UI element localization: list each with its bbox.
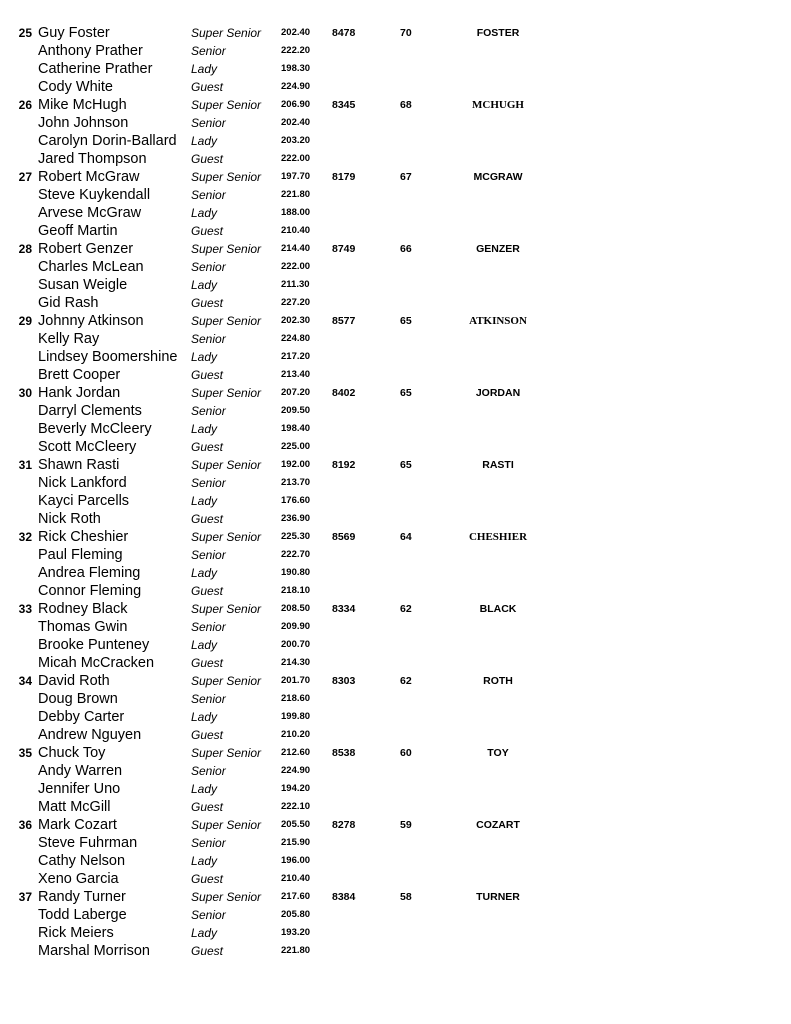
member-row bbox=[0, 240, 791, 258]
team-points: 67 bbox=[400, 171, 412, 183]
player-division: Super Senior bbox=[191, 26, 262, 40]
player-average: 222.00 bbox=[281, 153, 311, 164]
team-rank: 33 bbox=[18, 602, 32, 616]
member-row bbox=[0, 96, 791, 114]
member-row bbox=[0, 762, 791, 780]
player-division: Senior bbox=[191, 404, 226, 418]
player-name: Catherine Prather bbox=[38, 61, 153, 77]
member-row bbox=[0, 852, 791, 870]
player-average: 218.60 bbox=[281, 693, 311, 704]
player-name: David Roth bbox=[38, 673, 110, 689]
member-row bbox=[0, 420, 791, 438]
player-division: Guest bbox=[191, 584, 224, 598]
team-name: MCGRAW bbox=[473, 171, 523, 183]
team-rank: 26 bbox=[18, 98, 32, 112]
team-standings-sheet bbox=[0, 24, 791, 960]
team-total: 8303 bbox=[332, 675, 356, 687]
team-points: 65 bbox=[400, 315, 412, 327]
team-rank: 32 bbox=[18, 530, 32, 544]
player-name: Connor Fleming bbox=[38, 583, 142, 599]
player-name: Geoff Martin bbox=[38, 223, 118, 239]
member-row bbox=[0, 906, 791, 924]
team-rank: 36 bbox=[18, 818, 32, 832]
member-row bbox=[0, 942, 791, 960]
team-points: 58 bbox=[400, 891, 412, 903]
member-row bbox=[0, 528, 791, 546]
player-name: Arvese McGraw bbox=[38, 205, 142, 221]
player-average: 227.20 bbox=[281, 297, 311, 308]
player-division: Guest bbox=[191, 368, 224, 382]
member-row bbox=[0, 708, 791, 726]
player-name: Beverly McCleery bbox=[38, 421, 152, 437]
team-block bbox=[0, 816, 791, 888]
player-average: 188.00 bbox=[281, 207, 311, 218]
player-division: Super Senior bbox=[191, 386, 262, 400]
player-name: Jennifer Uno bbox=[38, 781, 121, 797]
player-average: 203.20 bbox=[281, 135, 311, 146]
team-name: MCHUGH bbox=[472, 99, 524, 111]
player-average: 215.90 bbox=[281, 837, 311, 848]
member-row bbox=[0, 546, 791, 564]
team-total: 8384 bbox=[332, 891, 356, 903]
player-name: Doug Brown bbox=[38, 691, 118, 707]
player-average: 197.70 bbox=[281, 171, 311, 182]
team-name: TURNER bbox=[476, 891, 520, 903]
team-block bbox=[0, 24, 791, 96]
player-division: Super Senior bbox=[191, 530, 262, 544]
player-name: Johnny Atkinson bbox=[38, 313, 144, 329]
team-total: 8334 bbox=[332, 603, 356, 615]
member-row bbox=[0, 690, 791, 708]
team-rank: 31 bbox=[18, 458, 32, 472]
team-block bbox=[0, 384, 791, 456]
member-row bbox=[0, 654, 791, 672]
player-division: Senior bbox=[191, 44, 226, 58]
player-average: 212.60 bbox=[281, 747, 311, 758]
player-division: Lady bbox=[191, 278, 218, 292]
member-row bbox=[0, 186, 791, 204]
player-division: Super Senior bbox=[191, 458, 262, 472]
team-rank: 35 bbox=[18, 746, 32, 760]
player-average: 211.30 bbox=[281, 279, 310, 290]
player-average: 192.00 bbox=[281, 459, 311, 470]
player-average: 225.00 bbox=[281, 441, 311, 452]
player-name: Andy Warren bbox=[38, 763, 123, 779]
player-name: Andrew Nguyen bbox=[38, 727, 142, 743]
team-rank: 25 bbox=[18, 26, 32, 40]
member-row bbox=[0, 150, 791, 168]
player-division: Lady bbox=[191, 134, 218, 148]
player-name: Brett Cooper bbox=[38, 367, 121, 383]
player-average: 209.90 bbox=[281, 621, 311, 632]
player-name: Jared Thompson bbox=[38, 151, 147, 167]
team-rank: 30 bbox=[18, 386, 32, 400]
member-row bbox=[0, 726, 791, 744]
player-average: 214.40 bbox=[281, 243, 311, 254]
player-name: Darryl Clements bbox=[38, 403, 142, 419]
member-row bbox=[0, 312, 791, 330]
member-row bbox=[0, 276, 791, 294]
player-name: Nick Roth bbox=[38, 511, 101, 527]
player-division: Senior bbox=[191, 692, 226, 706]
member-row bbox=[0, 384, 791, 402]
player-average: 205.50 bbox=[281, 819, 311, 830]
team-block bbox=[0, 744, 791, 816]
player-name: Chuck Toy bbox=[38, 745, 106, 761]
player-division: Senior bbox=[191, 548, 226, 562]
member-row bbox=[0, 204, 791, 222]
member-row bbox=[0, 168, 791, 186]
member-row bbox=[0, 816, 791, 834]
member-row bbox=[0, 132, 791, 150]
player-name: Robert Genzer bbox=[38, 241, 134, 257]
member-row bbox=[0, 618, 791, 636]
player-average: 225.30 bbox=[281, 531, 311, 542]
player-name: Kayci Parcells bbox=[38, 493, 130, 509]
player-division: Guest bbox=[191, 440, 224, 454]
player-average: 198.40 bbox=[281, 423, 311, 434]
player-name: Gid Rash bbox=[38, 295, 99, 311]
team-total: 8192 bbox=[332, 459, 356, 471]
member-row bbox=[0, 258, 791, 276]
member-row bbox=[0, 870, 791, 888]
team-total: 8179 bbox=[332, 171, 356, 183]
player-average: 222.70 bbox=[281, 549, 311, 560]
player-average: 217.20 bbox=[281, 351, 311, 362]
player-division: Lady bbox=[191, 638, 218, 652]
player-average: 222.00 bbox=[281, 261, 311, 272]
player-name: Mark Cozart bbox=[38, 817, 117, 833]
player-name: Paul Fleming bbox=[38, 547, 123, 563]
team-total: 8478 bbox=[332, 27, 356, 39]
team-rank: 27 bbox=[18, 170, 32, 184]
player-name: Micah McCracken bbox=[38, 655, 155, 671]
player-name: Lindsey Boomershine bbox=[38, 349, 178, 365]
player-name: Rick Meiers bbox=[38, 925, 114, 941]
player-division: Super Senior bbox=[191, 170, 262, 184]
team-name: TOY bbox=[487, 747, 509, 759]
player-division: Lady bbox=[191, 926, 218, 940]
team-total: 8577 bbox=[332, 315, 356, 327]
member-row bbox=[0, 474, 791, 492]
player-division: Guest bbox=[191, 224, 224, 238]
player-average: 221.80 bbox=[281, 945, 311, 956]
player-average: 200.70 bbox=[281, 639, 311, 650]
team-name: JORDAN bbox=[475, 387, 521, 399]
team-points: 70 bbox=[400, 27, 412, 39]
player-name: Cathy Nelson bbox=[38, 853, 126, 869]
player-division: Lady bbox=[191, 566, 218, 580]
player-average: 209.50 bbox=[281, 405, 311, 416]
member-row bbox=[0, 402, 791, 420]
player-division: Guest bbox=[191, 656, 224, 670]
member-row bbox=[0, 438, 791, 456]
team-block bbox=[0, 528, 791, 600]
player-division: Senior bbox=[191, 836, 226, 850]
player-average: 217.60 bbox=[281, 891, 311, 902]
member-row bbox=[0, 924, 791, 942]
player-average: 202.40 bbox=[281, 117, 311, 128]
player-average: 236.90 bbox=[281, 513, 311, 524]
team-points: 62 bbox=[400, 675, 412, 687]
player-average: 218.10 bbox=[281, 585, 311, 596]
player-division: Lady bbox=[191, 350, 218, 364]
team-name: COZART bbox=[476, 819, 520, 831]
player-name: Anthony Prather bbox=[38, 43, 143, 59]
player-division: Super Senior bbox=[191, 98, 262, 112]
player-division: Guest bbox=[191, 296, 224, 310]
player-division: Senior bbox=[191, 332, 226, 346]
player-name: Nick Lankford bbox=[38, 475, 127, 491]
member-row bbox=[0, 366, 791, 384]
player-division: Lady bbox=[191, 494, 218, 508]
member-row bbox=[0, 888, 791, 906]
player-average: 207.20 bbox=[281, 387, 311, 398]
player-division: Super Senior bbox=[191, 890, 262, 904]
member-row bbox=[0, 582, 791, 600]
player-average: 224.90 bbox=[281, 765, 311, 776]
player-name: Andrea Fleming bbox=[38, 565, 141, 581]
member-row bbox=[0, 672, 791, 690]
player-average: 199.80 bbox=[281, 711, 311, 722]
member-row bbox=[0, 798, 791, 816]
team-total: 8538 bbox=[332, 747, 356, 759]
player-name: Robert McGraw bbox=[38, 169, 140, 185]
player-average: 221.80 bbox=[281, 189, 311, 200]
team-name: CHESHIER bbox=[468, 531, 528, 543]
player-average: 222.20 bbox=[281, 45, 311, 56]
player-average: 202.40 bbox=[281, 27, 311, 38]
player-division: Super Senior bbox=[191, 242, 262, 256]
player-division: Senior bbox=[191, 260, 226, 274]
player-average: 208.50 bbox=[281, 603, 311, 614]
player-name: Charles McLean bbox=[38, 259, 144, 275]
player-division: Guest bbox=[191, 872, 224, 886]
player-name: Carolyn Dorin-Ballard bbox=[38, 133, 177, 149]
player-name: Randy Turner bbox=[38, 889, 126, 905]
team-name: FOSTER bbox=[476, 27, 520, 39]
player-name: Mike McHugh bbox=[38, 97, 127, 113]
player-division: Lady bbox=[191, 422, 218, 436]
player-name: Hank Jordan bbox=[38, 385, 121, 401]
player-division: Guest bbox=[191, 800, 224, 814]
team-rank: 34 bbox=[18, 674, 32, 688]
team-rank: 29 bbox=[18, 314, 32, 328]
member-row bbox=[0, 78, 791, 96]
team-points: 60 bbox=[400, 747, 412, 759]
team-block bbox=[0, 600, 791, 672]
player-name: Scott McCleery bbox=[38, 439, 137, 455]
player-average: 224.90 bbox=[281, 81, 311, 92]
member-row bbox=[0, 492, 791, 510]
team-block bbox=[0, 456, 791, 528]
team-block bbox=[0, 888, 791, 960]
member-row bbox=[0, 636, 791, 654]
team-total: 8569 bbox=[332, 531, 356, 543]
team-points: 62 bbox=[400, 603, 412, 615]
team-points: 64 bbox=[400, 531, 412, 543]
team-block bbox=[0, 168, 791, 240]
player-name: Brooke Punteney bbox=[38, 637, 150, 653]
player-division: Senior bbox=[191, 620, 226, 634]
player-division: Super Senior bbox=[191, 818, 262, 832]
player-division: Lady bbox=[191, 206, 218, 220]
player-division: Super Senior bbox=[191, 746, 262, 760]
team-total: 8749 bbox=[332, 243, 356, 255]
player-name: Xeno Garcia bbox=[38, 871, 119, 887]
team-block bbox=[0, 312, 791, 384]
member-row bbox=[0, 744, 791, 762]
member-row bbox=[0, 330, 791, 348]
player-name: Marshal Morrison bbox=[38, 943, 150, 959]
player-average: 205.80 bbox=[281, 909, 311, 920]
player-name: Shawn Rasti bbox=[38, 457, 120, 473]
member-row bbox=[0, 564, 791, 582]
player-division: Senior bbox=[191, 476, 226, 490]
team-points: 65 bbox=[400, 387, 412, 399]
player-average: 196.00 bbox=[281, 855, 311, 866]
player-division: Guest bbox=[191, 944, 224, 958]
team-total: 8278 bbox=[332, 819, 356, 831]
team-points: 59 bbox=[400, 819, 412, 831]
team-name: ROTH bbox=[483, 675, 513, 687]
member-row bbox=[0, 456, 791, 474]
team-block bbox=[0, 240, 791, 312]
team-total: 8402 bbox=[332, 387, 356, 399]
player-average: 210.40 bbox=[281, 873, 311, 884]
player-division: Super Senior bbox=[191, 602, 262, 616]
member-row bbox=[0, 42, 791, 60]
player-average: 210.20 bbox=[281, 729, 311, 740]
team-name: ATKINSON bbox=[469, 315, 527, 327]
player-name: Matt McGill bbox=[38, 799, 111, 815]
team-rank: 37 bbox=[18, 890, 32, 904]
player-division: Guest bbox=[191, 512, 224, 526]
team-points: 65 bbox=[400, 459, 412, 471]
member-row bbox=[0, 294, 791, 312]
member-row bbox=[0, 114, 791, 132]
player-average: 176.60 bbox=[281, 495, 311, 506]
player-division: Lady bbox=[191, 854, 218, 868]
player-name: Susan Weigle bbox=[38, 277, 128, 293]
player-average: 201.70 bbox=[281, 675, 311, 686]
player-average: 213.40 bbox=[281, 369, 311, 380]
member-row bbox=[0, 600, 791, 618]
player-average: 210.40 bbox=[281, 225, 311, 236]
player-division: Super Senior bbox=[191, 674, 262, 688]
player-name: Kelly Ray bbox=[38, 331, 100, 347]
team-points: 68 bbox=[400, 99, 412, 111]
player-division: Senior bbox=[191, 908, 226, 922]
player-division: Guest bbox=[191, 152, 224, 166]
player-division: Super Senior bbox=[191, 314, 262, 328]
player-division: Guest bbox=[191, 728, 224, 742]
player-average: 222.10 bbox=[281, 801, 311, 812]
team-name: RASTI bbox=[482, 459, 514, 471]
member-row bbox=[0, 24, 791, 42]
player-division: Senior bbox=[191, 764, 226, 778]
player-average: 206.90 bbox=[281, 99, 311, 110]
player-average: 213.70 bbox=[281, 477, 311, 488]
player-name: Todd Laberge bbox=[38, 907, 127, 923]
player-division: Lady bbox=[191, 710, 218, 724]
member-row bbox=[0, 222, 791, 240]
player-name: Guy Foster bbox=[38, 25, 110, 41]
player-name: John Johnson bbox=[38, 115, 129, 131]
player-average: 214.30 bbox=[281, 657, 311, 668]
member-row bbox=[0, 510, 791, 528]
player-name: Steve Kuykendall bbox=[38, 187, 151, 203]
member-row bbox=[0, 834, 791, 852]
player-average: 190.80 bbox=[281, 567, 311, 578]
team-name: BLACK bbox=[479, 603, 517, 615]
player-division: Lady bbox=[191, 782, 218, 796]
player-division: Lady bbox=[191, 62, 218, 76]
player-name: Cody White bbox=[38, 79, 113, 95]
player-name: Rick Cheshier bbox=[38, 529, 129, 545]
member-row bbox=[0, 780, 791, 798]
member-row bbox=[0, 348, 791, 366]
player-average: 194.20 bbox=[281, 783, 311, 794]
team-block bbox=[0, 96, 791, 168]
player-name: Rodney Black bbox=[38, 601, 128, 617]
player-average: 193.20 bbox=[281, 927, 311, 938]
player-name: Steve Fuhrman bbox=[38, 835, 138, 851]
player-division: Guest bbox=[191, 80, 224, 94]
player-average: 224.80 bbox=[281, 333, 311, 344]
player-average: 198.30 bbox=[281, 63, 311, 74]
player-name: Debby Carter bbox=[38, 709, 125, 725]
team-points: 66 bbox=[400, 243, 412, 255]
player-name: Thomas Gwin bbox=[38, 619, 128, 635]
player-division: Senior bbox=[191, 188, 226, 202]
team-name: GENZER bbox=[476, 243, 520, 255]
team-rank: 28 bbox=[18, 242, 32, 256]
player-average: 202.30 bbox=[281, 315, 311, 326]
player-division: Senior bbox=[191, 116, 226, 130]
team-total: 8345 bbox=[332, 99, 356, 111]
member-row bbox=[0, 60, 791, 78]
team-block bbox=[0, 672, 791, 744]
